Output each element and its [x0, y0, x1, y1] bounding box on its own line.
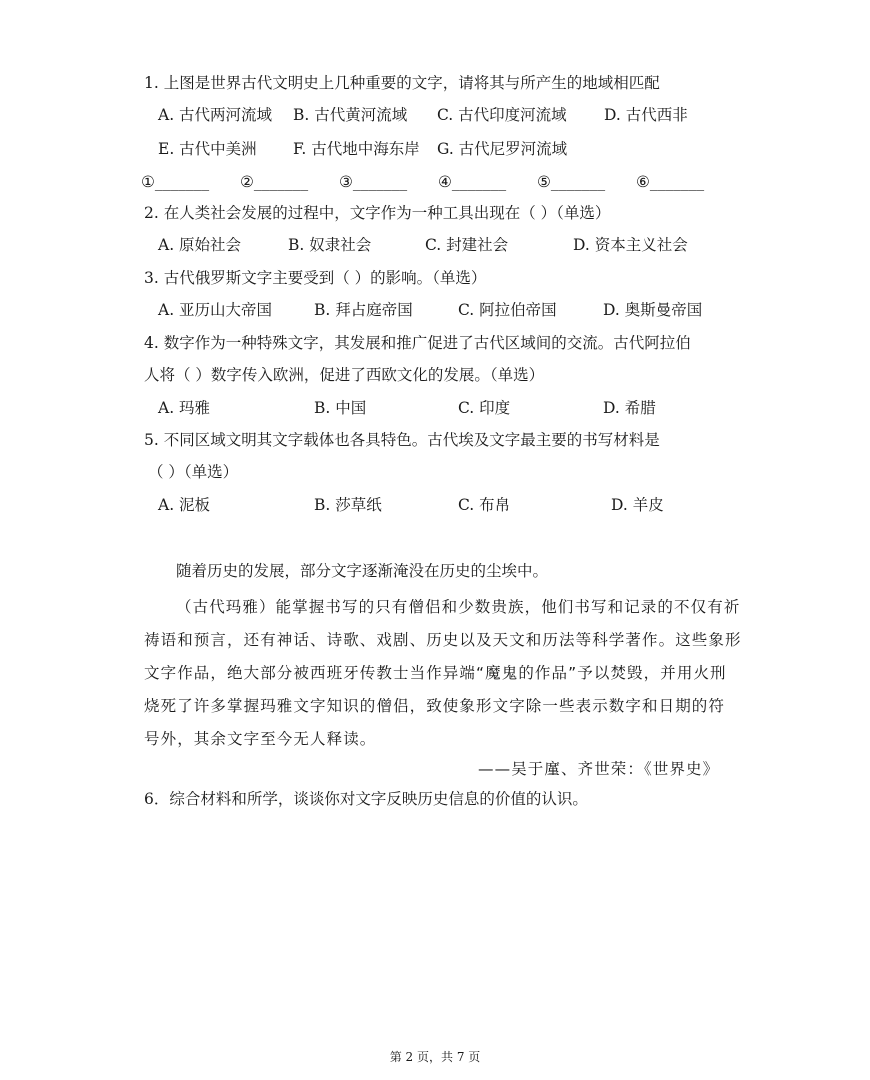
- q1-option-b: B. 古代黄河流域: [293, 106, 408, 124]
- q5-option-a: A. 泥板: [158, 496, 211, 514]
- q4-option-a: A. 玛雅: [158, 399, 211, 417]
- q5-stem-line-2: （ ）（单选）: [148, 463, 239, 481]
- q3-option-d: D. 奥斯曼帝国: [603, 301, 703, 319]
- q1-option-c: C. 古代印度河流域: [437, 106, 567, 124]
- q5-option-b: B. 莎草纸: [314, 496, 382, 514]
- q1-blank-6: ⑥_______: [636, 173, 705, 191]
- material-quote-line-5: 号外，其余文字至今无人释读。: [144, 730, 377, 748]
- q1-option-e: E. 古代中美洲: [158, 140, 257, 158]
- q4-stem-line-2: 人将（ ）数字传入欧洲，促进了西欧文化的发展。（单选）: [144, 366, 545, 384]
- q4-option-d: D. 希腊: [603, 399, 656, 417]
- q5-option-d: D. 羊皮: [611, 496, 664, 514]
- q5-stem-line-1: 5. 不同区域文明其文字载体也各具特色。古代埃及文字最主要的书写材料是: [144, 431, 660, 449]
- q1-stem: 1. 上图是世界古代文明史上几种重要的文字，请将其与所产生的地域相匹配: [144, 74, 660, 92]
- q5-option-c: C. 布帛: [458, 496, 511, 514]
- q3-stem: 3. 古代俄罗斯文字主要受到（ ）的影响。（单选）: [144, 269, 487, 287]
- q2-option-c: C. 封建社会: [425, 236, 509, 254]
- q2-option-a: A. 原始社会: [158, 236, 242, 254]
- material-quote-line-3: 文字作品，绝大部分被西班牙传教士当作异端“魔鬼的作品”予以焚毁，并用火刑: [144, 664, 727, 682]
- q1-option-g: G. 古代尼罗河流域: [437, 140, 568, 158]
- material-source: ——吴于廑、齐世荣：《世界史》: [478, 760, 720, 778]
- q2-option-d: D. 资本主义社会: [573, 236, 688, 254]
- material-quote-line-4: 烧死了许多掌握玛雅文字知识的僧侣，致使象形文字除一些表示数字和日期的符: [144, 697, 726, 715]
- q1-blank-3: ③_______: [339, 173, 408, 191]
- material-quote-line-2: 祷语和预言，还有神话、诗歌、戏剧、历史以及天文和历法等科学著作。这些象形: [144, 631, 742, 649]
- q3-option-a: A. 亚历山大帝国: [158, 301, 273, 319]
- q1-option-d: D. 古代西非: [604, 106, 688, 124]
- q4-option-b: B. 中国: [314, 399, 367, 417]
- q4-option-c: C. 印度: [458, 399, 511, 417]
- material-quote-line-1: （古代玛雅）能掌握书写的只有僧侣和少数贵族，他们书写和记录的不仅有祈: [176, 598, 741, 616]
- q3-option-c: C. 阿拉伯帝国: [458, 301, 557, 319]
- material-intro: 随着历史的发展，部分文字逐渐淹没在历史的尘埃中。: [176, 562, 549, 580]
- q3-option-b: B. 拜占庭帝国: [314, 301, 413, 319]
- q1-option-f: F. 古代地中海东岸: [293, 140, 420, 158]
- q2-stem: 2. 在人类社会发展的过程中，文字作为一种工具出现在（ ）（单选）: [144, 204, 611, 222]
- q4-stem-line-1: 4. 数字作为一种特殊文字，其发展和推广促进了古代区域间的交流。古代阿拉伯: [144, 334, 691, 352]
- page-number: 第 2 页，共 7 页: [389, 1050, 481, 1064]
- q1-blank-5: ⑤_______: [537, 173, 606, 191]
- q6-stem: 6．综合材料和所学，谈谈你对文字反映历史信息的价值的认识。: [144, 790, 588, 808]
- q1-blank-2: ②_______: [240, 173, 309, 191]
- q2-option-b: B. 奴隶社会: [288, 236, 372, 254]
- q1-blank-1: ①_______: [141, 173, 210, 191]
- q1-option-a: A. 古代两河流域: [158, 106, 273, 124]
- q1-blank-4: ④_______: [438, 173, 507, 191]
